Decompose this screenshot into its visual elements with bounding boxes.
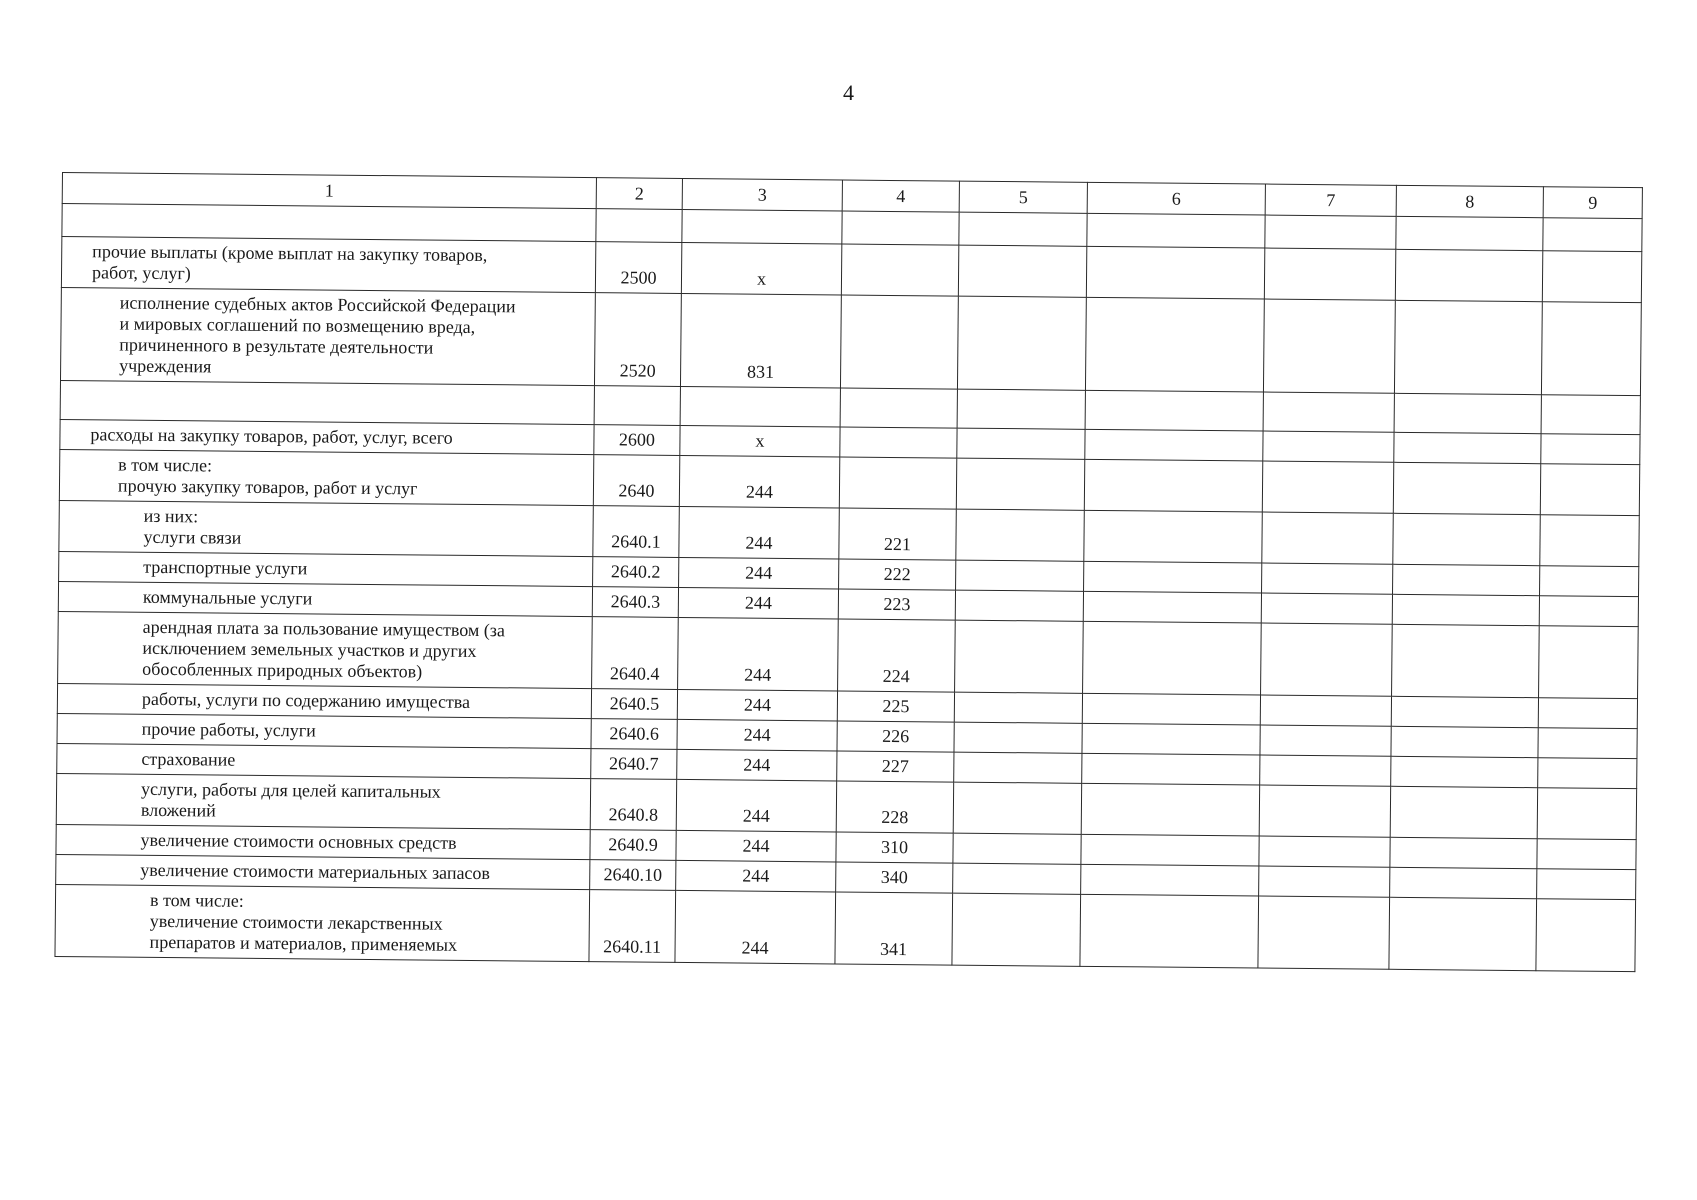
value-cell: [1082, 753, 1260, 785]
row-kvr-cell: 244: [677, 749, 837, 781]
row-name-line: учреждения: [119, 355, 212, 377]
row-kvr-cell: 244: [679, 506, 839, 559]
empty-cell: [959, 212, 1087, 246]
value-cell: [956, 560, 1084, 591]
row-name-line: увеличение стоимости основных средств: [140, 829, 457, 853]
row-kosgu-cell: 225: [837, 691, 954, 722]
column-header-4: 4: [842, 180, 959, 212]
row-kvr-cell: 244: [679, 557, 839, 589]
row-name-line: прочую закупку товаров, работ и услуг: [117, 475, 418, 499]
value-cell: [1084, 561, 1262, 593]
row-kvr-cell: 244: [676, 779, 836, 832]
row-name-cell: [56, 773, 590, 829]
row-kosgu-cell: [840, 427, 957, 458]
row-code-cell: 2640.5: [591, 689, 677, 720]
column-header-5: 5: [959, 181, 1087, 213]
row-name-line: транспортные услуги: [143, 556, 308, 579]
row-name-line: исключением земельных участков и других: [142, 637, 477, 661]
row-code-cell: 2640.8: [590, 779, 676, 831]
row-name-line: страхование: [141, 748, 236, 770]
row-code-cell: 2640.6: [591, 719, 677, 750]
row-name-cell: [61, 237, 595, 293]
value-cell: [1264, 248, 1395, 300]
value-cell: [953, 782, 1081, 834]
budget-table: [54, 172, 1642, 972]
row-kosgu-cell: 227: [837, 751, 954, 782]
value-cell: [1259, 785, 1390, 837]
value-cell: [1086, 246, 1264, 299]
row-name-line: расходы на закупку товаров, работ, услуг, всего: [90, 424, 453, 448]
row-name-line: причиненного в результате деятельности: [119, 334, 434, 358]
row-name-line: вложений: [140, 799, 216, 821]
value-cell: [1081, 864, 1259, 896]
empty-cell: [594, 386, 680, 426]
value-cell: [1393, 564, 1540, 595]
value-cell: [1393, 513, 1540, 565]
empty-cell: [1543, 218, 1642, 252]
row-code-cell: 2640.3: [592, 587, 678, 618]
value-cell: [1263, 431, 1394, 462]
value-cell: [1540, 566, 1639, 597]
row-kvr-cell: 244: [676, 830, 836, 862]
row-name-line: услуги, работы для целей капитальных: [140, 778, 441, 802]
row-kosgu-cell: [840, 295, 958, 389]
row-name-line: услуги связи: [143, 526, 242, 548]
value-cell: [1260, 755, 1391, 786]
value-cell: [1540, 515, 1639, 567]
value-cell: [1538, 698, 1637, 729]
row-kvr-cell: 831: [680, 293, 841, 388]
column-header-8: 8: [1396, 185, 1543, 217]
empty-cell: [682, 209, 842, 244]
row-name-line: и мировых соглашений по возмещению вреда,: [119, 313, 476, 337]
row-kvr-cell: 244: [679, 455, 839, 508]
budget-table-body: [55, 204, 1642, 972]
value-cell: [1394, 432, 1541, 463]
value-cell: [1392, 624, 1540, 697]
row-code-cell: 2640.11: [589, 890, 676, 963]
row-code-cell: 2640.2: [593, 557, 679, 588]
empty-cell: [842, 211, 959, 245]
empty-cell: [1087, 213, 1265, 248]
row-name-line: работы, услуги по содержанию имущества: [141, 688, 471, 712]
value-cell: [953, 833, 1081, 864]
row-name-cell: [59, 500, 593, 556]
value-cell: [1084, 510, 1262, 563]
row-kvr-cell: х: [681, 242, 841, 295]
value-cell: [1537, 839, 1636, 870]
row-code-cell: 2640.9: [590, 830, 676, 861]
value-cell: [1083, 591, 1261, 623]
row-name-line: в том числе:: [118, 454, 213, 476]
row-name-line: исполнение судебных актов Российской Федерации: [119, 292, 516, 317]
value-cell: [1259, 866, 1390, 897]
row-code-cell: 2640.7: [591, 749, 677, 780]
value-cell: [1541, 302, 1641, 396]
row-name-line: обособленных природных объектов): [142, 658, 423, 682]
value-cell: [1081, 783, 1259, 836]
row-name-cell: [60, 287, 595, 385]
row-kvr-cell: 244: [678, 617, 839, 691]
table-row: [60, 287, 1641, 395]
value-cell: [1085, 297, 1264, 392]
empty-cell: [840, 388, 957, 428]
row-code-cell: 2640.10: [590, 860, 676, 891]
value-cell: [956, 458, 1084, 510]
column-header-6: 6: [1087, 182, 1265, 215]
value-cell: [1536, 899, 1636, 972]
row-kosgu-cell: 341: [835, 892, 953, 965]
value-cell: [1537, 869, 1636, 900]
row-code-cell: 2640.1: [593, 506, 679, 558]
value-cell: [1392, 594, 1539, 625]
value-cell: [1539, 596, 1638, 627]
row-kosgu-cell: 340: [836, 862, 953, 893]
row-kvr-cell: 244: [675, 890, 836, 964]
value-cell: [955, 590, 1083, 621]
row-name-line: арендная плата за пользование имуществом (за: [142, 616, 505, 641]
row-name-line: препаратов и материалов, применяемых: [149, 931, 458, 955]
column-header-1: 1: [62, 173, 596, 209]
value-cell: [1263, 299, 1395, 393]
value-cell: [957, 296, 1086, 390]
row-code-cell: 2600: [594, 425, 680, 456]
row-name-line: коммунальные услуги: [142, 586, 313, 609]
row-name-line: работ, услуг): [91, 262, 191, 284]
value-cell: [954, 692, 1082, 723]
budget-table-sheet: [54, 172, 1641, 972]
row-kosgu-cell: 222: [839, 559, 956, 590]
value-cell: [1080, 894, 1259, 968]
value-cell: [1538, 728, 1637, 759]
value-cell: [1390, 867, 1537, 898]
row-name-line: прочие выплаты (кроме выплат на закупку товаров,: [92, 241, 488, 266]
row-name-line: в том числе:: [149, 889, 244, 911]
value-cell: [956, 509, 1084, 561]
value-cell: [1082, 693, 1260, 725]
row-kvr-cell: х: [680, 425, 840, 457]
value-cell: [1259, 836, 1390, 867]
empty-cell: [1265, 215, 1396, 249]
empty-cell: [1396, 216, 1543, 250]
row-kosgu-cell: 224: [838, 619, 956, 692]
row-code-cell: 2520: [594, 293, 681, 387]
column-header-7: 7: [1265, 184, 1396, 216]
value-cell: [1262, 512, 1393, 564]
value-cell: [1083, 621, 1262, 695]
value-cell: [1262, 563, 1393, 594]
row-code-cell: 2640: [593, 455, 679, 507]
value-cell: [1084, 459, 1262, 512]
value-cell: [1542, 251, 1641, 303]
value-cell: [1390, 837, 1537, 868]
empty-cell: [1085, 390, 1263, 431]
value-cell: [1539, 626, 1639, 699]
value-cell: [1261, 623, 1393, 696]
row-kvr-cell: 244: [677, 689, 837, 721]
value-cell: [1260, 725, 1391, 756]
row-kosgu-cell: 228: [836, 781, 953, 833]
value-cell: [954, 722, 1082, 753]
value-cell: [958, 245, 1086, 297]
row-name-line: из них:: [143, 505, 199, 527]
value-cell: [1262, 461, 1393, 513]
value-cell: [1258, 896, 1390, 969]
row-name-cell: [55, 884, 590, 961]
row-code-cell: 2500: [595, 242, 681, 294]
row-name-line: увеличение стоимости лекарственных: [149, 910, 443, 934]
row-kvr-cell: 244: [676, 860, 836, 892]
empty-cell: [596, 209, 682, 243]
value-cell: [954, 752, 1082, 783]
row-kosgu-cell: 310: [836, 832, 953, 863]
value-cell: [1541, 434, 1640, 465]
value-cell: [957, 428, 1085, 459]
row-kosgu-cell: 223: [838, 589, 955, 620]
value-cell: [1390, 786, 1537, 838]
value-cell: [1389, 897, 1537, 970]
row-name-cell: [58, 611, 593, 688]
value-cell: [1393, 462, 1540, 514]
value-cell: [1082, 723, 1260, 755]
page-number: 4: [843, 80, 854, 105]
row-code-cell: 2640.4: [592, 617, 679, 690]
empty-cell: [1394, 393, 1541, 433]
value-cell: [955, 620, 1084, 693]
column-header-2: 2: [596, 178, 682, 210]
value-cell: [1081, 834, 1259, 866]
value-cell: [1391, 726, 1538, 757]
row-name-cell: [59, 449, 593, 505]
column-header-3: 3: [682, 178, 842, 211]
value-cell: [1391, 756, 1538, 787]
row-kosgu-cell: 221: [839, 508, 956, 560]
value-cell: [1538, 758, 1637, 789]
row-kvr-cell: 244: [677, 719, 837, 751]
empty-cell: [1263, 392, 1394, 432]
empty-cell: [680, 386, 840, 427]
empty-cell: [62, 204, 596, 242]
value-cell: [1395, 249, 1542, 301]
value-cell: [953, 863, 1081, 894]
row-kvr-cell: 244: [678, 587, 838, 619]
value-cell: [1261, 593, 1392, 624]
row-kosgu-cell: 226: [837, 721, 954, 752]
value-cell: [1391, 696, 1538, 727]
empty-cell: [957, 389, 1085, 429]
value-cell: [1394, 300, 1542, 394]
value-cell: [952, 893, 1081, 966]
value-cell: [1260, 695, 1391, 726]
empty-cell: [60, 380, 594, 424]
table-row: [55, 884, 1636, 971]
column-header-9: 9: [1543, 187, 1642, 219]
value-cell: [1085, 429, 1263, 461]
value-cell: [1537, 788, 1636, 840]
empty-cell: [1541, 395, 1640, 435]
row-kosgu-cell: [841, 244, 958, 296]
row-name-line: увеличение стоимости материальных запасов: [140, 859, 491, 884]
row-kosgu-cell: [839, 457, 956, 509]
row-name-line: прочие работы, услуги: [141, 718, 316, 741]
value-cell: [1540, 464, 1639, 516]
